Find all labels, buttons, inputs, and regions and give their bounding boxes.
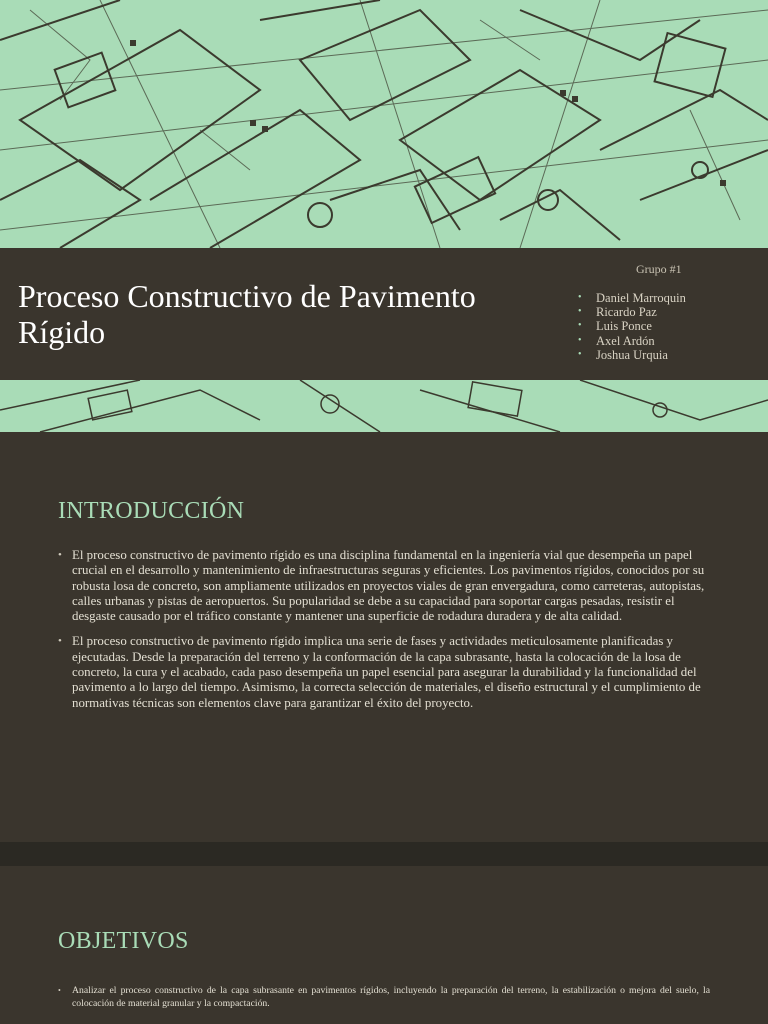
objectives-slide xyxy=(0,866,768,1024)
member-item: • Luis Ponce xyxy=(578,319,686,333)
member-item: • Joshua Urquia xyxy=(578,348,686,362)
member-item: • Axel Ardón xyxy=(578,334,686,348)
city-illustration-bottom xyxy=(0,380,768,432)
introduction-slide xyxy=(0,432,768,842)
objectives-list xyxy=(58,984,710,1010)
objectives-heading: OBJETIVOS xyxy=(58,928,189,954)
city-linework-bottom xyxy=(0,380,768,432)
introduction-heading: INTRODUCCIÓN xyxy=(58,498,245,524)
presentation-title: Proceso Constructivo de Pavimento Rígido xyxy=(18,278,476,350)
city-illustration-top xyxy=(0,0,768,248)
member-list xyxy=(578,291,686,362)
objective-item: • Analizar el proceso constructivo de la capa subrasante en pavimentos rígidos, incluyendo la preparación del terreno, la estabilización o mejora del suelo, la colocación de material granular y la compactación. xyxy=(58,984,710,1010)
title-band xyxy=(0,248,768,380)
member-item: • Daniel Marroquin xyxy=(578,291,686,305)
cover-slide xyxy=(0,0,768,432)
member-item: • Ricardo Paz xyxy=(578,305,686,319)
introduction-paragraphs xyxy=(58,548,718,721)
introduction-paragraph: • El proceso constructivo de pavimento rígido es una disciplina fundamental en la ingeniería vial que desempeña un papel crucial en el desarrollo y mantenimiento de infraestructuras seguras y eficientes. Los pavimentos rígidos, conocidos por su robusta losa de concreto, son ampliamente utilizados en proyectos viales de gran envergadura, como carreteras, autopistas, calles urbanas y pistas de aeropuertos. Su popularidad se debe a su capacidad para soportar cargas pesadas, resistir el desgaste causado por el tráfico constante y mantener una superficie de rodadura duradera y de alta calidad. xyxy=(58,548,718,624)
introduction-paragraph: • El proceso constructivo de pavimento rígido implica una serie de fases y actividades meticulosamente planificadas y ejecutadas. Desde la preparación del terreno y la conformación de la capa subrasante, hasta la colocación de la losa de concreto, la cura y el acabado, cada paso desempeña un papel esencial para asegurar la durabilidad y la funcionalidad del pavimento a lo largo del tiempo. Asimismo, la correcta selección de materiales, el diseño estructural y el cumplimiento de normativas técnicas son elementos clave para garantizar el éxito del proyecto. xyxy=(58,634,718,710)
group-label: Grupo #1 xyxy=(636,262,682,276)
city-linework xyxy=(0,0,768,248)
slide-divider xyxy=(0,842,768,866)
